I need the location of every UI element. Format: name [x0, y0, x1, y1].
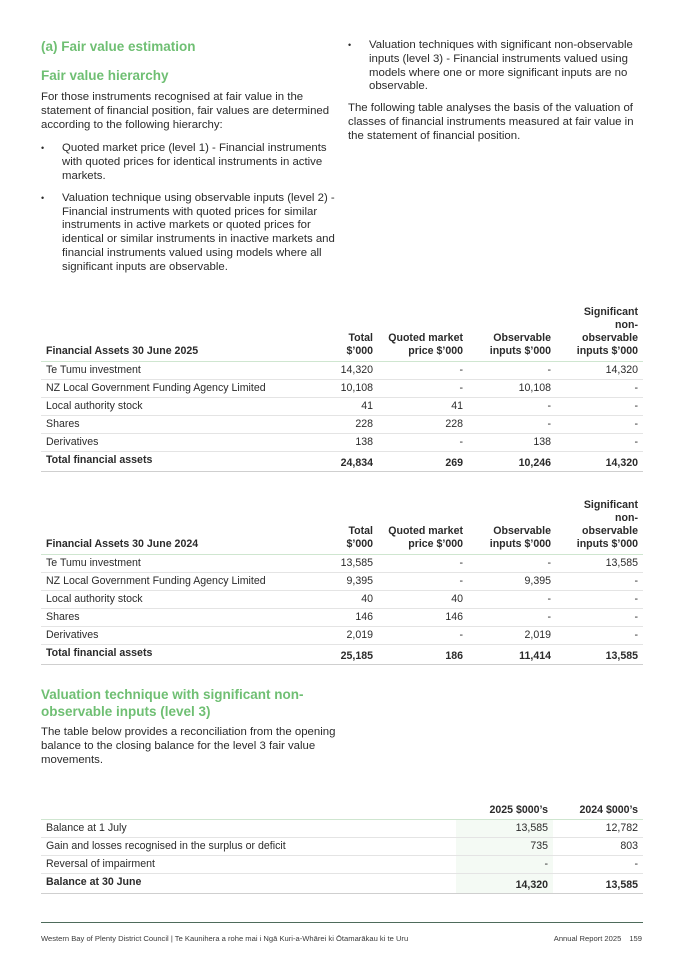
cell: 13,585 [556, 555, 643, 573]
cell: 13,585 [316, 555, 378, 573]
footer-divider [41, 922, 643, 923]
cell: - [468, 555, 556, 573]
cell: - [468, 362, 556, 380]
left-column [41, 91, 336, 283]
table-row [41, 837, 643, 855]
table-row [41, 609, 643, 627]
table-row [41, 591, 643, 609]
table-row [41, 855, 643, 873]
cell: - [468, 609, 556, 627]
bullet-level-3: • Valuation techniques with significant non-observable inputs (level 3) - Financial instruments valued using models where one or more significant inputs are no observable. [348, 39, 643, 94]
table-row [41, 573, 643, 591]
col-header: 2025 $000’s [456, 802, 553, 819]
total-label: Balance at 30 June [41, 873, 456, 893]
table-row [41, 398, 643, 416]
cell: - [378, 555, 468, 573]
col-header: 2024 $000’s [553, 802, 643, 819]
total-row [41, 645, 643, 665]
cell: - [378, 627, 468, 645]
cell: 138 [468, 434, 556, 452]
total-cell: 24,834 [316, 452, 378, 472]
col-header [41, 802, 456, 819]
table-row [41, 555, 643, 573]
col-header: Total $’000 [316, 306, 378, 362]
total-cell: 25,185 [316, 645, 378, 665]
row-label: Gain and losses recognised in the surplus or deficit [41, 837, 456, 855]
cell: 735 [456, 837, 553, 855]
col-header: Quoted market price $’000 [378, 306, 468, 362]
col-header: Significant non-observable inputs $’000 [556, 499, 643, 555]
cell: - [378, 573, 468, 591]
footer-report-title: Annual Report 2025 [553, 934, 622, 943]
row-label: Reversal of impairment [41, 855, 456, 873]
cell: 10,108 [468, 380, 556, 398]
total-label: Total financial assets [41, 645, 316, 665]
total-cell: 14,320 [556, 452, 643, 472]
cell: 41 [378, 398, 468, 416]
section-heading: (a) Fair value estimation [41, 39, 196, 54]
cell: - [556, 416, 643, 434]
cell: - [456, 855, 553, 873]
cell: 12,782 [553, 819, 643, 837]
col-header: Financial Assets 30 June 2025 [41, 306, 316, 362]
cell: 228 [378, 416, 468, 434]
row-label: Local authority stock [41, 591, 316, 609]
total-cell: 13,585 [553, 873, 643, 893]
cell: - [556, 591, 643, 609]
cell: 9,395 [468, 573, 556, 591]
row-label: Derivatives [41, 627, 316, 645]
cell: 803 [553, 837, 643, 855]
cell: 41 [316, 398, 378, 416]
cell: 13,585 [456, 819, 553, 837]
total-cell: 14,320 [456, 873, 553, 893]
intro-paragraph: For those instruments recognised at fair value in the statement of financial position, fair values are determined according to the following hierarchy: [41, 91, 330, 131]
cell: - [556, 434, 643, 452]
col-header: Observable inputs $’000 [468, 499, 556, 555]
cell: - [556, 609, 643, 627]
subheading-level-3: Valuation technique with significant non-observable inputs (level 3) [41, 687, 304, 719]
bullet-level-1: • Quoted market price (level 1) - Financial instruments with quoted prices for identical instruments in active markets. [41, 142, 336, 183]
hierarchy-list-left [41, 142, 336, 274]
cell: 14,320 [316, 362, 378, 380]
cell: - [556, 627, 643, 645]
cell: - [468, 398, 556, 416]
table-header-row [41, 499, 643, 555]
cell: 228 [316, 416, 378, 434]
cell: - [553, 855, 643, 873]
cell: - [378, 380, 468, 398]
cell: 40 [316, 591, 378, 609]
row-label: NZ Local Government Funding Agency Limited [41, 573, 316, 591]
fair-value-table-2024 [41, 499, 643, 665]
cell: - [378, 434, 468, 452]
total-row [41, 452, 643, 472]
cell: 146 [378, 609, 468, 627]
row-label: Te Tumu investment [41, 362, 316, 380]
cell: 9,395 [316, 573, 378, 591]
cell: 10,108 [316, 380, 378, 398]
table-header-row [41, 802, 643, 819]
cell: 2,019 [468, 627, 556, 645]
cell: - [556, 573, 643, 591]
table-row [41, 819, 643, 837]
row-label: Local authority stock [41, 398, 316, 416]
cell: 14,320 [556, 362, 643, 380]
total-cell: 186 [378, 645, 468, 665]
level3-reconciliation-table [41, 802, 643, 894]
total-cell: 10,246 [468, 452, 556, 472]
table-intro-paragraph: The following table analyses the basis of the valuation of classes of financial instruments measured at fair value in the statement of financial position. [348, 102, 634, 142]
cell: 138 [316, 434, 378, 452]
subheading-fair-value-hierarchy: Fair value hierarchy [41, 68, 169, 83]
footer-report-info [554, 934, 642, 943]
cell: 2,019 [316, 627, 378, 645]
hierarchy-list-right [348, 39, 643, 94]
row-label: Shares [41, 416, 316, 434]
row-label: Derivatives [41, 434, 316, 452]
table-row [41, 380, 643, 398]
row-label: Te Tumu investment [41, 555, 316, 573]
col-header: Observable inputs $’000 [468, 306, 556, 362]
page-number: 159 [629, 934, 642, 943]
table-row [41, 362, 643, 380]
cell: - [468, 416, 556, 434]
cell: 146 [316, 609, 378, 627]
cell: - [378, 362, 468, 380]
total-label: Total financial assets [41, 452, 316, 472]
col-header: Total $’000 [316, 499, 378, 555]
col-header: Financial Assets 30 June 2024 [41, 499, 316, 555]
col-header: Significant non-observable inputs $’000 [556, 306, 643, 362]
total-cell: 269 [378, 452, 468, 472]
bullet-level-2: • Valuation technique using observable inputs (level 2) - Financial instruments with quoted prices for similar instruments in active markets or quoted prices for identical or similar instruments in inactive markets and financial instruments valued using models where all significant inputs are observable. [41, 192, 336, 275]
col-header: Quoted market price $’000 [378, 499, 468, 555]
fair-value-table-2025 [41, 306, 643, 472]
table-row [41, 416, 643, 434]
total-row [41, 873, 643, 893]
row-label: NZ Local Government Funding Agency Limited [41, 380, 316, 398]
right-column [348, 39, 643, 144]
cell: 40 [378, 591, 468, 609]
table-row [41, 434, 643, 452]
total-cell: 13,585 [556, 645, 643, 665]
cell: - [556, 398, 643, 416]
cell: - [556, 380, 643, 398]
row-label: Balance at 1 July [41, 819, 456, 837]
footer-organisation: Western Bay of Plenty District Council | Te Kaunihera a rohe mai i Ngā Kuri-a-Whārei ki Ōtamarākau ki te Uru [41, 934, 409, 943]
table-header-row [41, 306, 643, 362]
total-cell: 11,414 [468, 645, 556, 665]
level3-paragraph: The table below provides a reconciliation from the opening balance to the closing balance for the level 3 fair value movements. [41, 726, 336, 766]
row-label: Shares [41, 609, 316, 627]
table-row [41, 627, 643, 645]
cell: - [468, 591, 556, 609]
